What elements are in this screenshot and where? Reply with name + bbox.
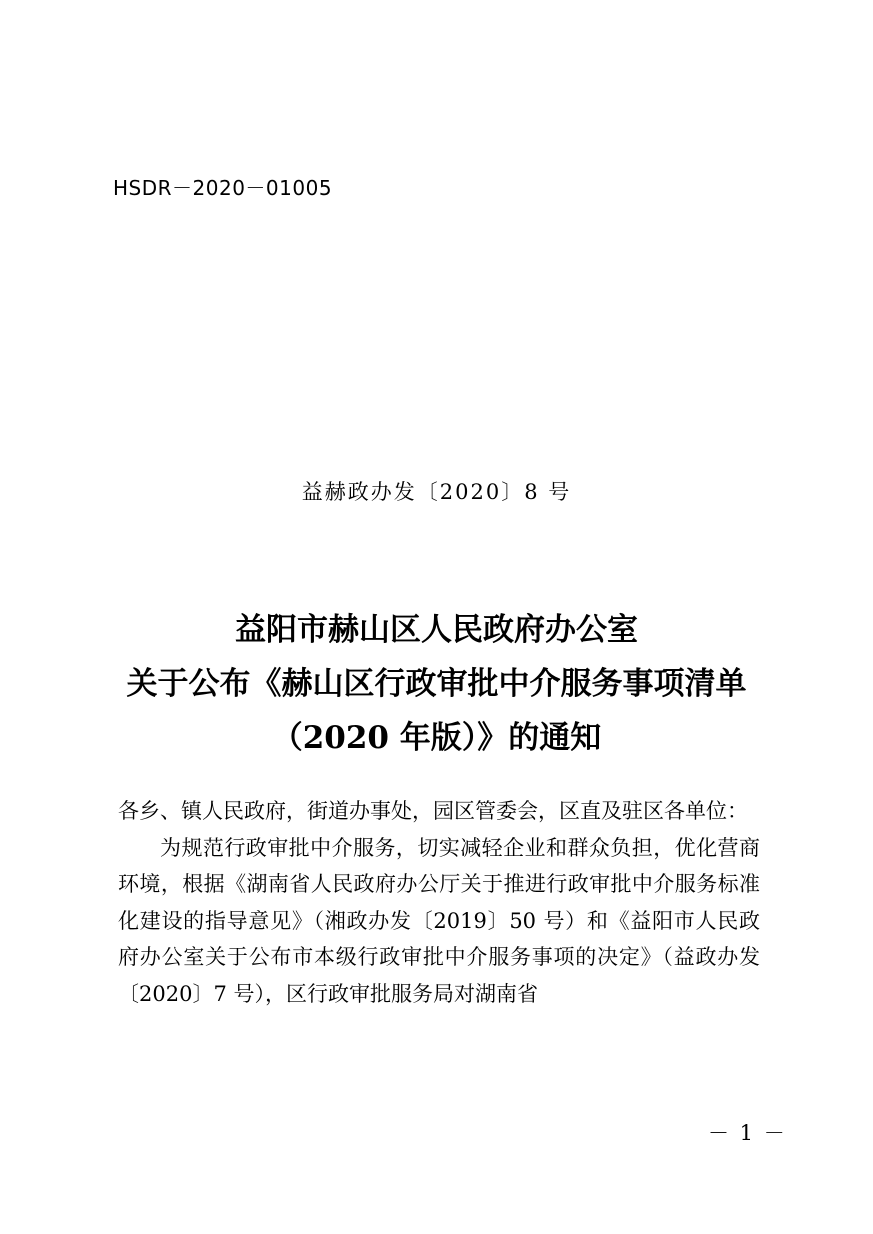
title-line-2: 关于公布《赫山区行政审批中介服务事项清单 <box>126 666 747 702</box>
title-line-3: （2020 年版）》的通知 <box>271 720 602 756</box>
salutation: 各乡、镇人民政府，街道办事处，园区管委会，区直及驻区各单位： <box>118 799 748 823</box>
page-number: － 1 － <box>708 1121 787 1145</box>
title-line-1: 益阳市赫山区人民政府办公室 <box>235 612 638 648</box>
issue-number: 益赫政办发〔2020〕8 号 <box>301 480 572 504</box>
document-code: HSDR－2020－01005 <box>113 176 333 200</box>
document-body <box>118 793 760 1012</box>
document-title <box>60 603 813 765</box>
body-paragraph: 为规范行政审批中介服务，切实减轻企业和群众负担，优化营商环境，根据《湖南省人民政府办公厅关于推进行政审批中介服务标准化建设的指导意见》（湘政办发〔2019〕50 号）和《益阳市人民政府办公室关于公布市本级行政审批中介服务事项的决定》（益政办发〔2020〕7 号），区行政审批服务局对湖南省 <box>118 835 760 1006</box>
